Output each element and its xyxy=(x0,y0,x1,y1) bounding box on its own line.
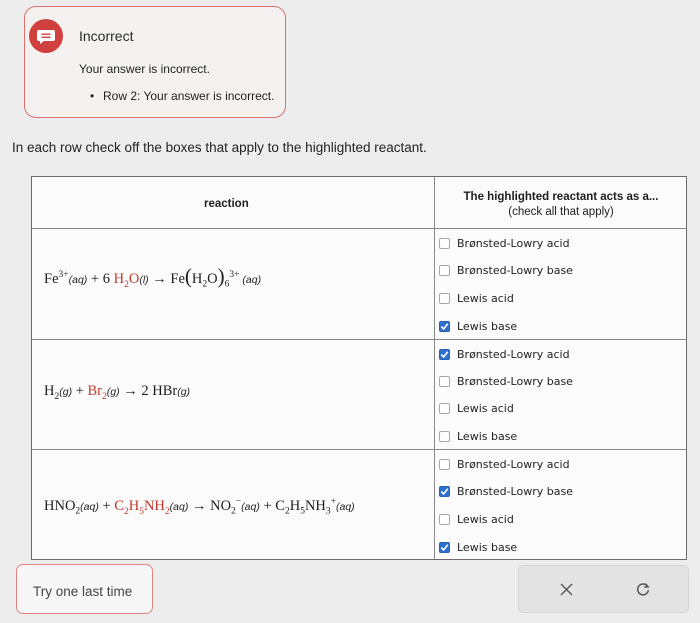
column-header-subtitle: (check all that apply) xyxy=(508,206,614,218)
checkbox[interactable] xyxy=(439,293,450,304)
row-divider xyxy=(32,339,686,340)
chat-bubble-icon xyxy=(29,19,63,53)
close-icon[interactable] xyxy=(553,576,579,602)
reaction-table xyxy=(31,176,687,560)
instructions-text: In each row check off the boxes that apply to the highlighted reactant. xyxy=(12,140,427,155)
undo-icon[interactable] xyxy=(630,576,656,602)
reaction-equation-2: $H_2(g) + Br_2(g) \to 2$ HBr(g) xyxy=(44,383,191,402)
check-icon xyxy=(440,322,449,331)
check-icon xyxy=(440,543,449,552)
column-header-reaction: reaction xyxy=(204,198,249,210)
highlighted-reactant: $Br_2$ xyxy=(87,383,107,402)
option-lewis-acid[interactable]: Lewis acid xyxy=(439,289,514,307)
checkbox-checked[interactable] xyxy=(439,486,450,497)
reaction-equation-1: $Fe^{3+}(aq) + 6$ $H_2O(l) \to Fe(H_2O)_6^{3+}$ (aq) xyxy=(44,263,262,290)
check-icon xyxy=(440,350,449,359)
checkbox-checked[interactable] xyxy=(439,349,450,360)
option-lewis-base[interactable]: Lewis base xyxy=(439,317,517,335)
checkbox[interactable] xyxy=(439,376,450,387)
try-again-button[interactable] xyxy=(16,564,153,614)
highlighted-reactant: $C_2H_5NH_2$ xyxy=(114,497,170,517)
option-bronsted-base[interactable]: Brønsted-Lowry base xyxy=(439,482,573,500)
checkbox[interactable] xyxy=(439,238,450,249)
option-bronsted-base[interactable]: Brønsted-Lowry base xyxy=(439,372,573,390)
column-header-acts xyxy=(435,190,687,220)
check-icon xyxy=(440,487,449,496)
option-bronsted-acid[interactable]: Brønsted-Lowry acid xyxy=(439,234,570,252)
option-bronsted-acid[interactable]: Brønsted-Lowry acid xyxy=(439,345,570,363)
row-divider xyxy=(32,449,686,450)
reaction-equation-3: $HNO_2(aq) + C_2H_5NH_2(aq) \to NO_2^-(aq) + C_2H_5NH_3^+(aq)$ xyxy=(44,497,355,517)
option-lewis-acid[interactable]: Lewis acid xyxy=(439,510,514,528)
column-header-title: The highlighted reactant acts as a... xyxy=(463,191,659,203)
option-lewis-acid[interactable]: Lewis acid xyxy=(439,399,514,417)
try-again-label: Try one last time xyxy=(33,584,133,599)
checkbox-checked[interactable] xyxy=(439,542,450,553)
checkbox[interactable] xyxy=(439,514,450,525)
option-lewis-base[interactable]: Lewis base xyxy=(439,538,517,556)
action-panel xyxy=(518,565,689,613)
feedback-panel xyxy=(24,6,286,118)
row-divider xyxy=(32,228,686,229)
checkbox[interactable] xyxy=(439,403,450,414)
highlighted-reactant: $H_2O$ xyxy=(113,270,140,290)
option-bronsted-acid[interactable]: Brønsted-Lowry acid xyxy=(439,455,570,473)
checkbox[interactable] xyxy=(439,459,450,470)
option-bronsted-base[interactable]: Brønsted-Lowry base xyxy=(439,261,573,279)
checkbox[interactable] xyxy=(439,431,450,442)
checkbox[interactable] xyxy=(439,265,450,276)
column-divider xyxy=(434,177,435,559)
checkbox-checked[interactable] xyxy=(439,321,450,332)
option-lewis-base[interactable]: Lewis base xyxy=(439,427,517,445)
feedback-title: Incorrect xyxy=(79,28,134,44)
feedback-detail: • Row 2: Your answer is incorrect. xyxy=(103,89,274,103)
feedback-message: Your answer is incorrect. xyxy=(79,62,210,76)
